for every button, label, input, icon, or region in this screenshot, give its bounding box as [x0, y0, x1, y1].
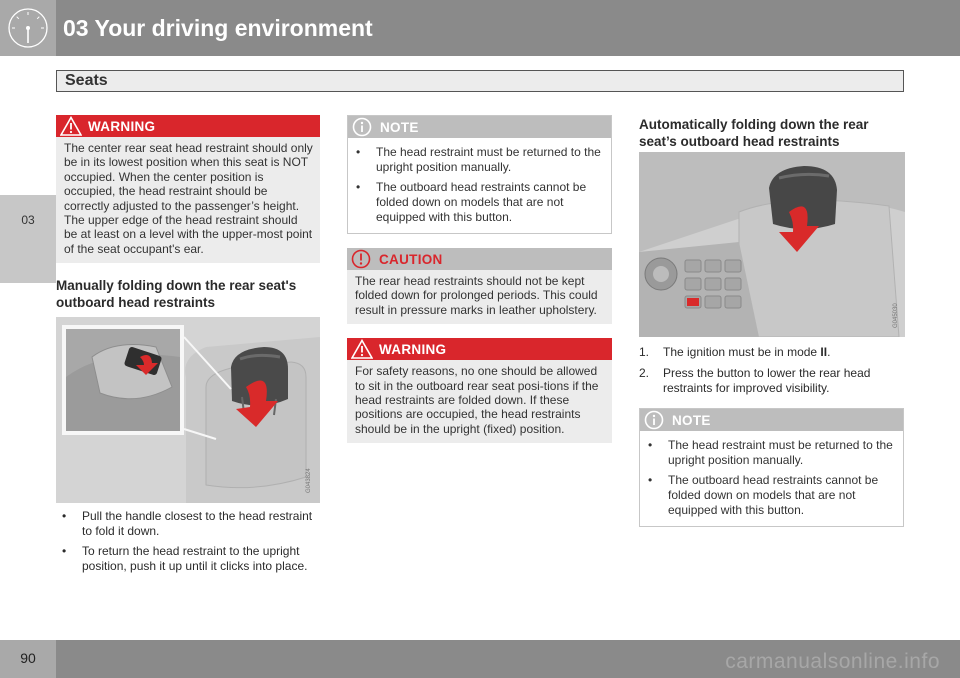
caution-header — [347, 248, 612, 270]
step-text: Press the button to lower the rear head restraints for improved visibility. — [663, 366, 871, 395]
step-number: 1. — [639, 345, 650, 359]
figure-code: G045030 — [893, 303, 899, 328]
chapter-title: 03 Your driving environment — [63, 15, 373, 41]
list-item: • To return the head restraint to the upright position, push it up until it clicks into place. — [56, 544, 320, 574]
side-tab-active — [0, 195, 56, 283]
caution-label: CAUTION — [379, 252, 443, 267]
list-item: • The outboard head restraints cannot be folded down on models that are not equipped with this button. — [642, 473, 897, 518]
manual-fold-figure — [56, 317, 320, 503]
warning-text: For safety reasons, no one should be allowed to sit in the outboard rear seat posi-tions if the head restraints are folded down. If these positions are occupied, the head restraints should be in the upright (fixed) position. — [355, 364, 599, 436]
watermark: carmanualsonline.info — [725, 650, 940, 673]
column-2 — [347, 115, 612, 443]
caution-icon — [351, 249, 371, 269]
info-icon — [644, 410, 664, 430]
warning-triangle-icon — [351, 339, 373, 359]
step-number: 2. — [639, 366, 650, 380]
note-header — [640, 409, 903, 431]
page-number: 90 — [20, 650, 36, 666]
side-tab-label: 03 — [21, 213, 35, 227]
section-heading: Manually folding down the rear seat's outboard head restraints — [56, 278, 297, 311]
step-item — [639, 366, 904, 396]
figure-code: G043824 — [306, 468, 312, 494]
warning-header — [56, 115, 320, 137]
section-heading: Automatically folding down the rear seat’s outboard head restraints — [639, 117, 869, 149]
info-icon — [352, 117, 372, 137]
head-restraint-button-illustration — [639, 152, 905, 337]
head-restraint-illustration — [56, 317, 320, 503]
warning-header — [347, 338, 612, 360]
list-item: • Pull the handle closest to the head restraint to fold it down. — [56, 509, 320, 539]
warning-box — [56, 115, 320, 263]
side-tab — [0, 56, 56, 640]
section-bar — [56, 70, 904, 92]
caution-text: The rear head restraints should not be kept folded down for prolonged periods. This could result in pressure marks in leather upholstery. — [355, 274, 598, 317]
note-label: NOTE — [380, 120, 419, 135]
note-box-2 — [639, 408, 904, 527]
note-header — [348, 116, 611, 138]
list-item: • The outboard head restraints cannot be folded down on models that are not equipped with this button. — [350, 180, 605, 225]
step-text: The ignition must be in mode — [663, 345, 821, 359]
header-icon-box — [0, 0, 56, 56]
note-label: NOTE — [672, 413, 711, 428]
auto-fold-figure — [639, 152, 905, 337]
section-title: Seats — [65, 72, 108, 89]
step-item — [639, 345, 904, 360]
warning-text: The center rear seat head restraint should only be in its lowest position when this seat is NOT occupied. When the center position is occupied, the head restraint should be correctly adjusted to the passenger’s height. The upper edge of the head restraint should be at least on a level with the upper-most point of the seat occupant's ear. — [64, 141, 313, 256]
warning-box-2 — [347, 338, 612, 443]
warning-label: WARNING — [88, 119, 156, 134]
warning-label: WARNING — [379, 342, 447, 358]
warning-triangle-icon — [60, 116, 82, 136]
note-box — [347, 115, 612, 234]
step-text-end: . — [827, 345, 831, 359]
step-bold: II — [820, 345, 828, 359]
column-3 — [639, 116, 904, 527]
list-item: • The head restraint must be returned to the upright position manually. — [350, 145, 605, 175]
caution-box — [347, 248, 612, 324]
column-1 — [56, 115, 320, 574]
list-item: • The head restraint must be returned to the upright position manually. — [642, 438, 897, 468]
gauge-icon — [6, 6, 50, 50]
